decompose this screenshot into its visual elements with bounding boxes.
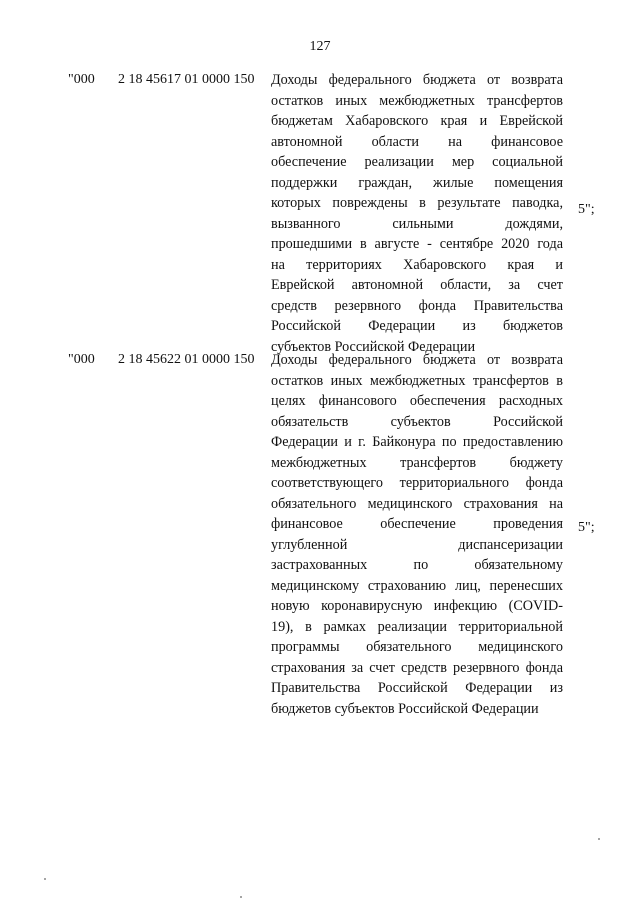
kbk-code: 2 18 45622 01 0000 150 [118,352,255,367]
description-line: поддержки граждан, жилые помещения [271,174,563,191]
description-line: страхования за счет средств резервного фонда [271,659,563,676]
description-line: финансовое обеспечение проведения [271,516,563,532]
table-row [0,350,640,725]
scan-speck [240,896,242,898]
description-line: 19), в рамках реализации территориальной [271,618,563,635]
description-line: Доходы федерального бюджета от возврата [271,352,563,368]
kbk-code: 2 18 45617 01 0000 150 [118,72,255,87]
page-number: 127 [309,39,331,54]
admin-code: "000 [68,352,95,367]
description-line: обязательного медицинского страхования на [271,495,563,512]
row-description [271,70,563,357]
description-line: программы обязательного медицинского [271,639,563,655]
rate-value: 5"; [578,520,595,535]
description-line: субъектов Российской Федерации [271,338,476,355]
description-line: межбюджетных трансфертов бюджету [271,454,563,471]
table-row [0,70,640,360]
description-line: автономной области на финансовое [271,133,563,150]
description-line: на территориях Хабаровского края и [271,256,563,273]
description-line: обеспечение реализации мер социальной [271,154,563,170]
row-description [271,350,563,719]
description-line: бюджетам Хабаровского края и Еврейской [271,113,563,129]
description-line: обязательств субъектов Российской [271,413,563,430]
description-line: Правительства Российской Федерации из [271,680,563,696]
description-line: прошедшими в августе - сентябре 2020 года [271,236,563,252]
description-line: застрахованных по обязательному [271,557,563,573]
admin-code: "000 [68,72,95,87]
scan-speck [44,878,46,880]
scan-speck [598,838,600,840]
description-line: которых повреждены в результате паводка, [271,195,563,211]
description-line: Федерации и г. Байконура по предоставлению [271,434,563,450]
description-line: средств резервного фонда Правительства [271,297,563,314]
description-line: бюджетов субъектов Российской Федерации [271,700,539,717]
description-line: Еврейской автономной области, за счет [271,277,563,293]
description-line: медицинскому страхованию лиц, перенесших [271,577,563,594]
description-line: остатков иных межбюджетных трансфертов [271,92,563,109]
rate-value: 5"; [578,202,595,217]
description-line: вызванного сильными дождями, [271,215,563,232]
description-line: целях финансового обеспечения расходных [271,393,563,409]
description-line: соответствующего территориального фонда [271,475,563,491]
description-line: углубленной диспансеризации [271,536,563,553]
description-line: новую коронавирусную инфекцию (COVID- [271,598,563,614]
description-line: Российской Федерации из бюджетов [271,318,563,334]
description-line: Доходы федерального бюджета от возврата [271,72,563,88]
description-line: остатков иных межбюджетных трансфертов в [271,372,563,389]
